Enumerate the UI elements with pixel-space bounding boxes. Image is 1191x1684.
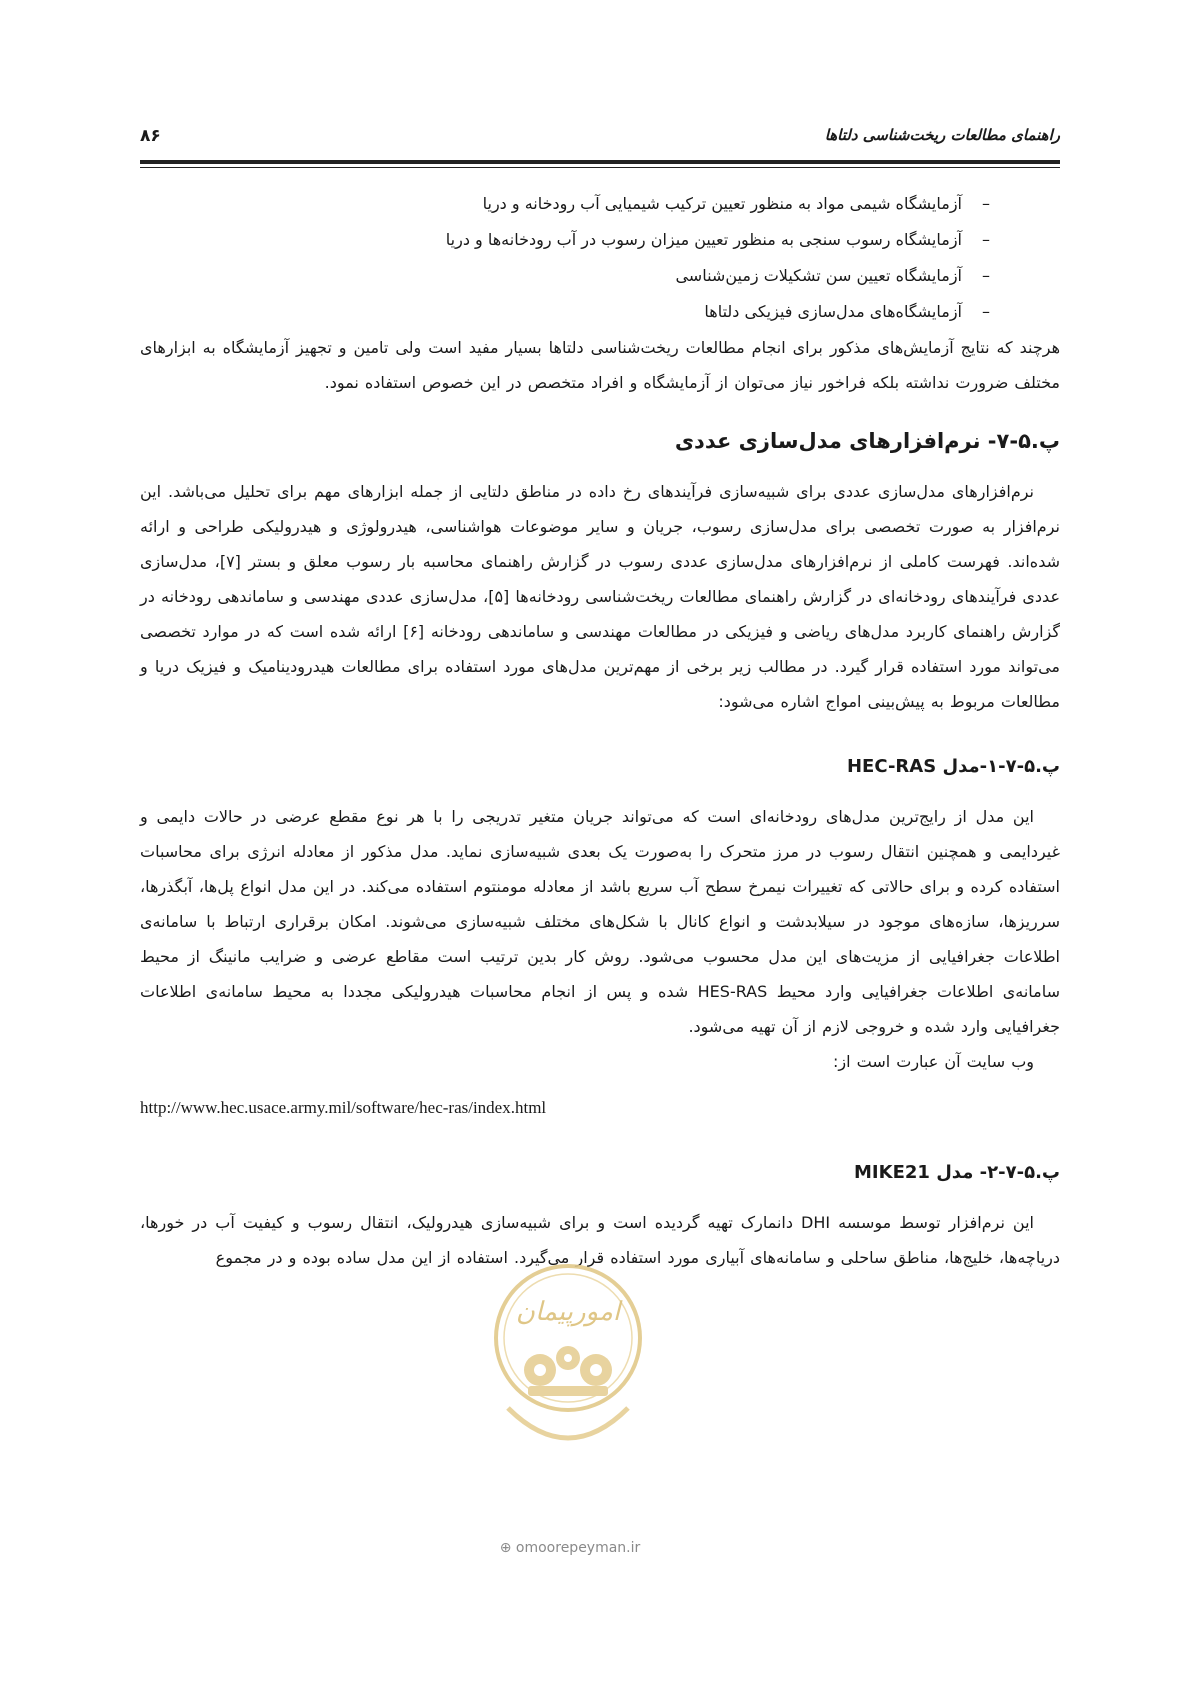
watermark-site-text: omoorepeyman.ir (515, 1540, 641, 1556)
website-label: وب سایت آن عبارت است از: (832, 1052, 1034, 1071)
hecras-url[interactable]: http://www.hec.usace.army.mil/software/hec-ras/index.html (140, 1098, 547, 1117)
list-item (140, 186, 990, 222)
watermark-inner-ring (504, 1274, 632, 1402)
watermark-logo (488, 1258, 648, 1488)
bullet-dash: – (982, 230, 990, 249)
watermark-text: امورپیمان (515, 1297, 621, 1327)
watermark-site (490, 1540, 650, 1556)
list-item-text: آزمایشگاه تعیین سن تشکیلات زمین‌شناسی (675, 266, 962, 285)
watermark-globe-icon: ⊕ (499, 1540, 512, 1556)
list-item (140, 258, 990, 294)
watermark-ring (496, 1266, 640, 1410)
bullet-dash: – (982, 266, 990, 285)
header-rule-thin (140, 167, 1060, 168)
list-item-text: آزمایشگاه شیمی مواد به منظور تعیین ترکیب شیمیایی آب رودخانه و دریا (482, 194, 962, 213)
bullet-dash: – (982, 302, 990, 321)
labs-paragraph: هرچند که نتایج آزمایش‌های مذکور برای انجام مطالعات ریخت‌شناسی دلتاها بسیار مفید است ولی تامین و تجهیز آزمایشگاه به ابزارهای مختلف ضرورت نداشته بلکه فراخور نیاز می‌توان از آزمایشگاه و افراد متخصص در این خصوص استفاده نمود. (140, 338, 1060, 392)
mike21-heading: پ.۵-۷-۲- مدل MIKE21 (854, 1162, 1060, 1183)
header-rule-thick (140, 160, 1060, 164)
list-item (140, 294, 990, 330)
list-item-text: آزمایشگاه‌های مدل‌سازی فیزیکی دلتاها (704, 302, 962, 321)
page-number: ۸۶ (140, 126, 161, 146)
list-item (140, 222, 990, 258)
page-content (140, 186, 1060, 1275)
watermark-gears-icon (524, 1346, 612, 1396)
running-header-title: راهنمای مطالعات ریخت‌شناسی دلتاها (824, 126, 1060, 144)
watermark-wreath-icon (508, 1408, 628, 1438)
running-header (140, 126, 1060, 150)
list-item-text: آزمایشگاه رسوب سنجی به منظور تعیین میزان رسوب در آب رودخانه‌ها و دریا (445, 230, 962, 249)
bullet-dash: – (982, 194, 990, 213)
section-paragraph: نرم‌افزارهای مدل‌سازی عددی برای شبیه‌سازی فرآیندهای رخ داده در مناطق دلتایی از جمله ابزارهای مهم برای تحلیل می‌باشد. این نرم‌افزار به صورت تخصصی برای مدل‌سازی رسوب، جریان و سایر موضوعات هواشناسی، هیدرولوژی و هیدرولیکی طراحی و ارائه شده‌اند. فهرست کاملی از نرم‌افزارهای مدل‌سازی عددی رسوب در گزارش راهنمای محاسبه بار رسوب معلق و بستر [۷]، مدل‌سازی عددی فرآیندهای رودخانه‌ای در گزارش راهنمای مطالعات ریخت‌شناسی رودخانه‌ها [۵]، مدل‌سازی عددی مهندسی و ساماندهی رودخانه در گزارش راهنمای کاربرد مدل‌های ریاضی و فیزیکی در مطالعات مهندسی و ساماندهی رودخانه [۶] ارائه شده است که در موارد تخصصی می‌تواند مورد استفاده قرار گیرد. در مطالب زیر برخی از مهم‌ترین مدل‌های مورد استفاده برای مطالعات هیدرودینامیک و فیزیک دریا و مطالعات مربوط به پیش‌بینی امواج اشاره می‌شود: (140, 482, 1060, 711)
mike21-paragraph: این نرم‌افزار توسط موسسه DHI دانمارک تهیه گردیده است و برای شبیه‌سازی هیدرولیک، انتقال رسوب و کیفیت آب در خورها، دریاچه‌ها، خلیج‌ها، مناطق ساحلی و سامانه‌های آبیاری مورد استفاده قرار می‌گیرد. استفاده از این مدل ساده بوده و در مجموع (140, 1213, 1060, 1267)
hecras-paragraph: این مدل از رایج‌ترین مدل‌های رودخانه‌ای است که می‌تواند جریان متغیر تدریجی را با هر نوع مقطع عرضی در حالات دایمی و غیردایمی و همچنین انتقال رسوب در مرز متحرک را به‌صورت یک بعدی شبیه‌سازی نماید. مدل مذکور از معادله انرژی برای محاسبات استفاده کرده و برای حالاتی که تغییرات نیمرخ سطح آب سریع باشد از معادله مومنتوم استفاده می‌کند. در این مدل انواع پل‌ها، آبگذرها، سرریزها، سازه‌های موجود در سیلابدشت و انواع کانال با شکل‌های مختلف شبیه‌سازی می‌شوند. امکان برقراری ارتباط با سامانه‌ی اطلاعات جغرافیایی از مزیت‌های این مدل محسوب می‌شود. روش کار بدین ترتیب است مقاطع عرضی و ضرایب مانینگ از محیط سامانه‌ی اطلاعات جغرافیایی وارد محیط HES-RAS شده و پس از انجام محاسبات هیدرولیکی مجددا به محیط سامانه‌ی اطلاعات جغرافیایی وارد شده و خروجی لازم از آن تهیه می‌شود. (140, 807, 1061, 1036)
hecras-heading: پ.۵-۷-۱-مدل HEC-RAS (846, 756, 1060, 777)
section-heading: پ.۵-۷- نرم‌افزارهای مدل‌سازی عددی (674, 429, 1060, 453)
lab-list (140, 186, 1060, 330)
